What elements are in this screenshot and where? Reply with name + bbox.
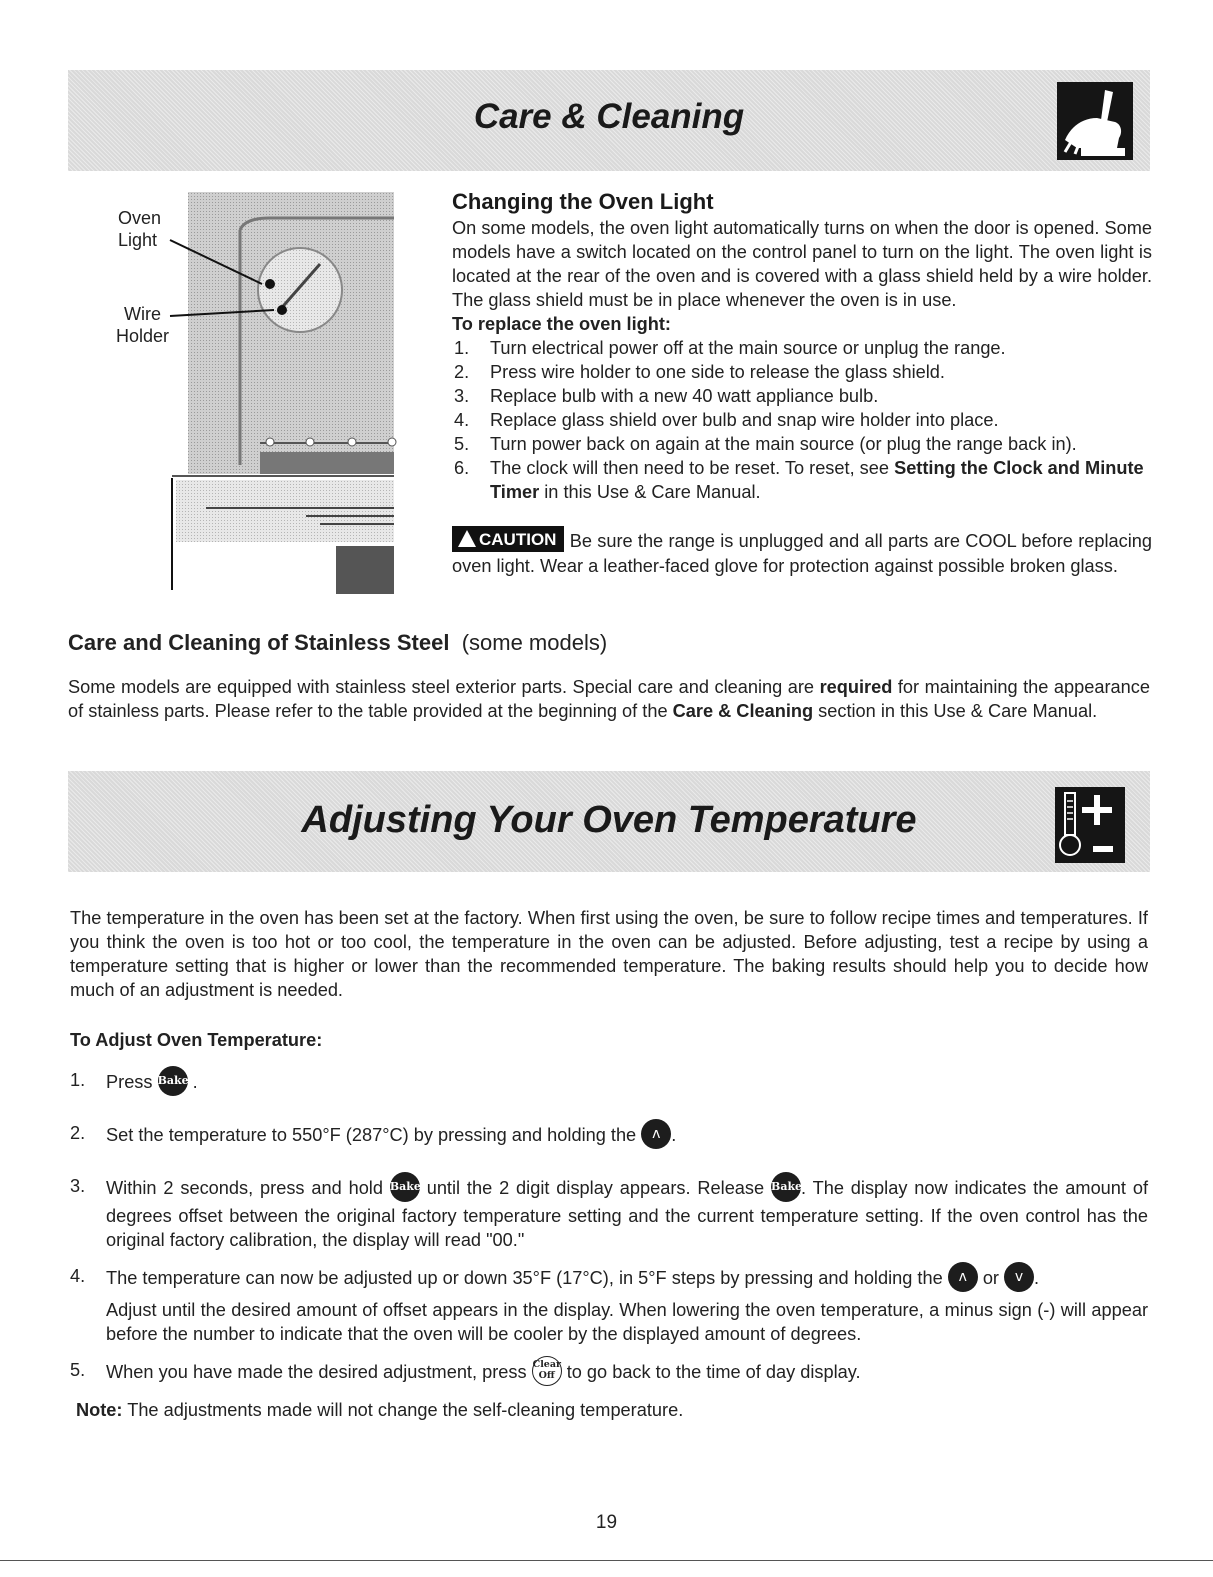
- list-item: 5. When you have made the desired adjustment, press Clear Off to go back to the time of day display.: [70, 1358, 1148, 1388]
- figure-label-oven: Oven: [118, 208, 162, 228]
- list-item: 4. Replace glass shield over bulb and snap wire holder into place.: [454, 410, 999, 430]
- oven-light-steps: [452, 336, 1152, 504]
- caution-paragraph: CAUTION Be sure the range is unplugged and all parts are COOL before replacing oven light. Wear a leather-faced glove for protection against possible broken glass.: [452, 528, 1152, 578]
- oven-light-heading: Changing the Oven Light: [452, 189, 714, 214]
- bake-button-icon: Bake: [158, 1066, 188, 1096]
- adjust-steps: [70, 1068, 1148, 1388]
- list-item: 1. Press Bake .: [70, 1068, 1148, 1098]
- stainless-heading: Care and Cleaning of Stainless Steel (some models): [68, 630, 608, 655]
- bake-button-icon: Bake: [771, 1172, 801, 1202]
- note-paragraph: Note: The adjustments made will not change the self-cleaning temperature.: [76, 1400, 684, 1420]
- oven-light-subheading: To replace the oven light:: [452, 314, 671, 334]
- oven-light-figure: [110, 190, 400, 600]
- oven-light-section: [452, 188, 1152, 578]
- adjust-intro: The temperature in the oven has been set at the factory. When first using the oven, be sure to follow recipe times and temperatures. If you think the oven is too hot or too cool, the temperature in the oven can be adjusted. Before adjusting, test a recipe by using a temperature setting that is higher or lower than the recommended temperature. The baking results should help you to decide how much of an adjustment is needed.: [70, 908, 1148, 1000]
- adjust-temperature-header: [68, 771, 1150, 872]
- figure-label-holder: Holder: [116, 326, 170, 346]
- list-item: 3. Within 2 seconds, press and hold Bake until the 2 digit display appears. Release Bake. The display now indicates the amount of degrees offset between the original factory temperature setting and the current temperature setting. If the oven control has the original factory calibration, the display will read "00.": [70, 1174, 1148, 1252]
- figure-label-light: Light: [118, 230, 158, 250]
- adjust-section: [70, 906, 1148, 1422]
- care-cleaning-header: [68, 70, 1150, 171]
- clear-off-button-icon: Clear Off: [532, 1356, 562, 1386]
- bottom-rule: [0, 1560, 1213, 1561]
- adjust-temperature-title: Adjusting Your Oven Temperature: [301, 799, 917, 841]
- hand-cleaning-icon: [1057, 82, 1133, 160]
- up-arrow-button-icon: ʌ: [948, 1262, 978, 1292]
- warning-triangle-icon: [458, 530, 476, 547]
- list-item: 2. Press wire holder to one side to release the glass shield.: [454, 362, 945, 382]
- care-cleaning-title: Care & Cleaning: [473, 97, 745, 136]
- list-item: 6. The clock will then need to be reset. To reset, see Setting the Clock and Minute Timer in this Use & Care Manual.: [454, 458, 1144, 502]
- page-number: 19: [595, 1512, 618, 1533]
- up-arrow-button-icon: ʌ: [641, 1119, 671, 1149]
- list-item: 5. Turn power back on again at the main source (or plug the range back in).: [454, 434, 1077, 454]
- figure-label-wire: Wire: [124, 304, 161, 324]
- list-item: 4. The temperature can now be adjusted up or down 35°F (17°C), in 5°F steps by pressing and holding the ʌ or v . Adjust until the desired amount of offset appears in the display. When lowering the oven temperature, a minus sign (-) will appear before the number to indicate that the oven will be cooler by the displayed amount of degrees.: [70, 1264, 1148, 1346]
- bake-button-icon: Bake: [390, 1172, 420, 1202]
- list-item: 1. Turn electrical power off at the main source or unplug the range.: [454, 338, 1006, 358]
- adjust-subheading: To Adjust Oven Temperature:: [70, 1030, 323, 1050]
- thermometer-plus-minus-icon: [1055, 787, 1125, 863]
- list-item: 3. Replace bulb with a new 40 watt appliance bulb.: [454, 386, 879, 406]
- list-item: 2. Set the temperature to 550°F (287°C) by pressing and holding the ʌ .: [70, 1121, 1148, 1151]
- down-arrow-button-icon: v: [1004, 1262, 1034, 1292]
- stainless-section: [68, 629, 1150, 723]
- oven-light-paragraph: On some models, the oven light automatically turns on when the door is opened. Some models have a switch located on the control panel to turn on the light. The oven light is located at the rear of the oven and is covered with a glass shield held by a wire holder. The glass shield must be in place whenever the oven is in use.: [452, 218, 1152, 310]
- stainless-paragraph: Some models are equipped with stainless steel exterior parts. Special care and cleaning are required for maintaining the appearance of stainless parts. Please refer to the table provided at the beginning of the Care & Cleaning section in this Use & Care Manual.: [68, 677, 1150, 721]
- caution-badge: CAUTION: [452, 526, 564, 552]
